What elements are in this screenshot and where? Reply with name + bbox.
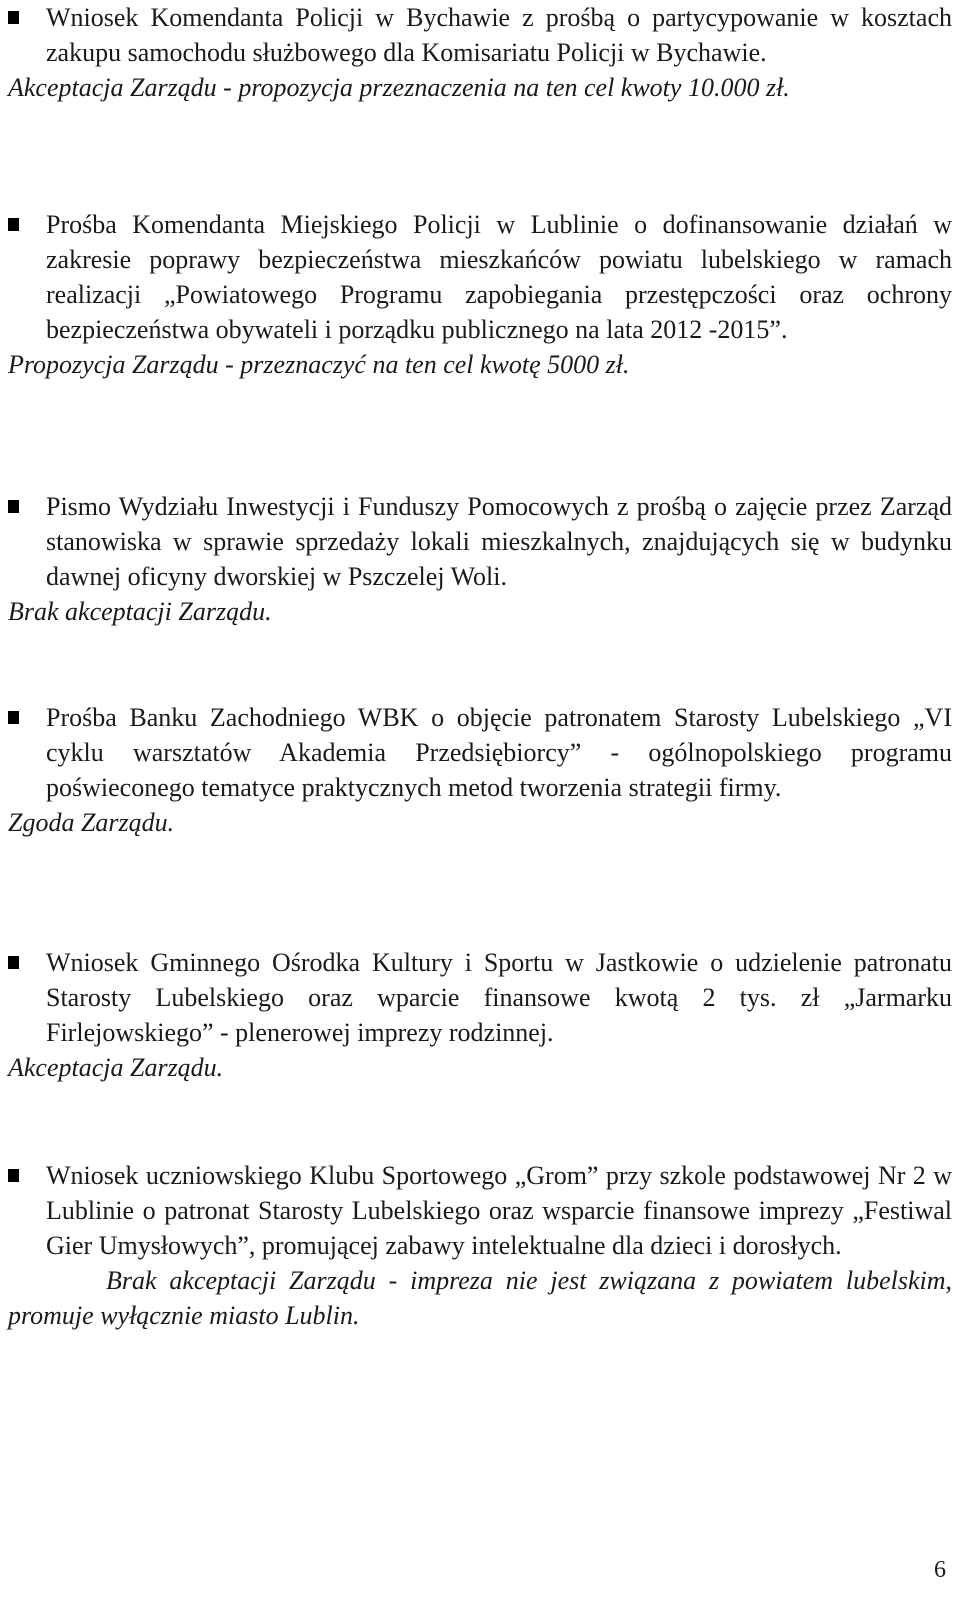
agenda-item-2: [8, 207, 952, 382]
item-text: Wniosek Komendanta Policji w Bychawie z prośbą o partycypowanie w kosztach zakupu samochodu służbowego dla Komisariatu Policji w Bychawie.: [46, 3, 952, 67]
item-text: Prośba Banku Zachodniego WBK o objęcie patronatem Starosty Lubelskiego „VI cyklu warsztatów Akademia Przedsiębiorcy” - ogólnopolskiego programu poświeconego tematyce praktycznych metod tworzenia strategii firmy.: [46, 703, 952, 802]
item-text: Pismo Wydziału Inwestycji i Funduszy Pomocowych z prośbą o zajęcie przez Zarząd stanowiska w sprawie sprzedaży lokali mieszkalnych, znajdujących się w budynku dawnej oficyny dworskiej w Pszczelej Woli.: [46, 492, 952, 591]
agenda-item-3: [8, 489, 952, 629]
item-text: Wniosek Gminnego Ośrodka Kultury i Sportu w Jastkowie o udzielenie patronatu Starosty Lubelskiego oraz wparcie finansowe kwotą 2 tys. zł „Jarmarku Firlejowskiego” - plenerowej imprezy rodzinnej.: [46, 948, 952, 1047]
board-decision: Zgoda Zarządu.: [8, 808, 175, 837]
square-bullet-icon: [8, 956, 19, 969]
board-decision: Akceptacja Zarządu.: [8, 1053, 224, 1082]
board-decision: Propozycja Zarządu - przeznaczyć na ten cel kwotę 5000 zł.: [8, 350, 630, 379]
agenda-item-1: [8, 0, 952, 105]
square-bullet-icon: [8, 11, 19, 24]
agenda-item-5: [8, 945, 952, 1085]
square-bullet-icon: [8, 500, 19, 513]
board-decision: Brak akceptacji Zarządu - impreza nie jest związana z powiatem lubelskim, promuje wyłącznie miasto Lublin.: [8, 1266, 952, 1330]
board-decision: Brak akceptacji Zarządu.: [8, 597, 272, 626]
square-bullet-icon: [8, 711, 19, 724]
square-bullet-icon: [8, 1169, 19, 1182]
page-number: 6: [934, 1557, 946, 1583]
board-decision: Akceptacja Zarządu - propozycja przeznaczenia na ten cel kwoty 10.000 zł.: [8, 73, 790, 102]
square-bullet-icon: [8, 218, 19, 231]
agenda-item-6: [8, 1158, 952, 1333]
agenda-item-4: [8, 700, 952, 840]
item-text: Wniosek uczniowskiego Klubu Sportowego „Grom” przy szkole podstawowej Nr 2 w Lublinie o patronat Starosty Lubelskiego oraz wsparcie finansowe imprezy „Festiwal Gier Umysłowych”, promującej zabawy intelektualne dla dzieci i dorosłych.: [46, 1161, 952, 1260]
item-text: Prośba Komendanta Miejskiego Policji w Lublinie o dofinansowanie działań w zakresie poprawy bezpieczeństwa mieszkańców powiatu lubelskiego w ramach realizacji „Powiatowego Programu zapobiegania przestępczości oraz ochrony bezpieczeństwa obywateli i porządku publicznego na lata 2012 -2015”.: [46, 210, 952, 344]
